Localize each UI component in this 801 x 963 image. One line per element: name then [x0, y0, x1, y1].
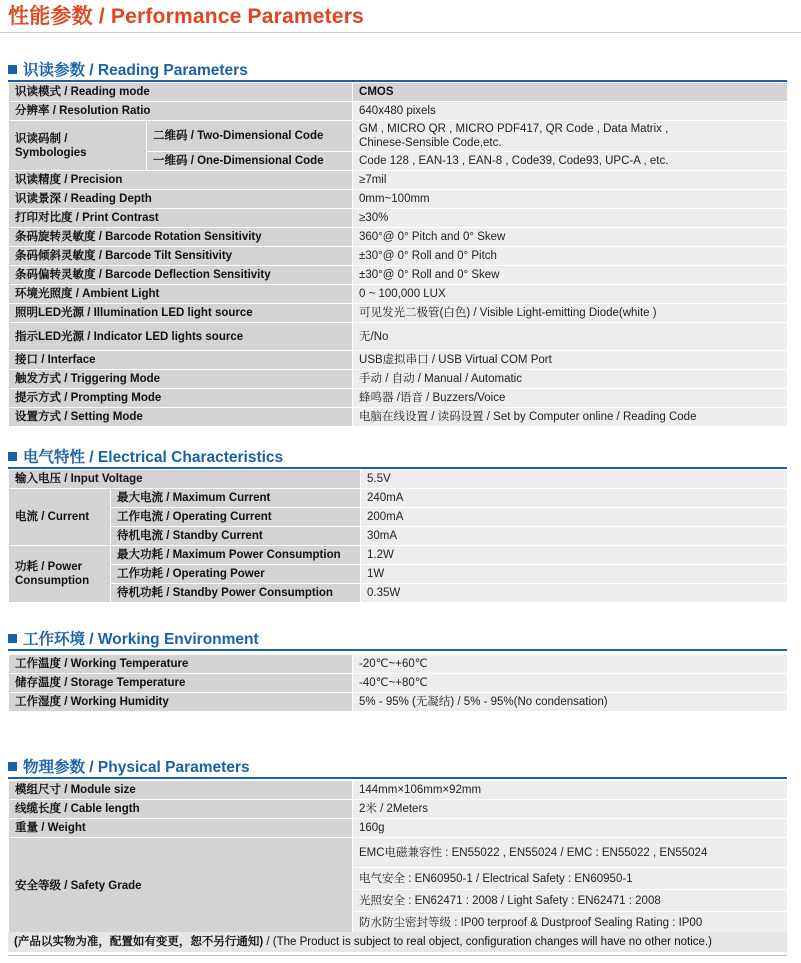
table-row — [9, 266, 788, 285]
param-label: 接口 / Interface — [9, 351, 353, 370]
param-sublabel: 工作功耗 / Operating Power — [111, 565, 361, 584]
param-value: 电脑在线设置 / 读码设置 / Set by Computer online / Reading Code — [353, 408, 788, 427]
electrical-table — [8, 469, 788, 603]
page-title: 性能参数 / Performance Parameters — [8, 5, 364, 28]
table-row — [9, 584, 788, 603]
param-label: 条码偏转灵敏度 / Barcode Deflection Sensitivity — [9, 266, 353, 285]
table-row — [9, 693, 788, 712]
table-row — [9, 121, 788, 152]
param-value: 2米 / 2Meters — [353, 800, 788, 819]
param-label: 分辨率 / Resolution Ratio — [9, 102, 353, 121]
table-row — [9, 565, 788, 584]
param-label: 环境光照度 / Ambient Light — [9, 285, 353, 304]
param-value: -40℃~+80℃ — [353, 674, 788, 693]
param-sublabel: 二维码 / Two-Dimensional Code — [147, 121, 353, 152]
square-bullet-icon — [8, 634, 17, 643]
param-label: 功耗 / Power Consumption — [9, 546, 111, 603]
table-row — [9, 247, 788, 266]
physical-table — [8, 780, 788, 934]
table-row — [9, 674, 788, 693]
param-value: 电气安全 : EN60950-1 / Electrical Safety : EN60950-1 — [353, 868, 788, 890]
param-label: 条码旋转灵敏度 / Barcode Rotation Sensitivity — [9, 228, 353, 247]
param-value: -20℃~+60℃ — [353, 655, 788, 674]
table-row — [9, 408, 788, 427]
param-label: 模组尺寸 / Module size — [9, 781, 353, 800]
param-label: 条码倾斜灵敏度 / Barcode Tilt Sensitivity — [9, 247, 353, 266]
square-bullet-icon — [8, 452, 17, 461]
param-value: 0 ~ 100,000 LUX — [353, 285, 788, 304]
section-heading-physical — [8, 755, 250, 777]
table-row — [9, 304, 788, 323]
param-value: 144mm×106mm×92mm — [353, 781, 788, 800]
param-sublabel: 待机功耗 / Standby Power Consumption — [111, 584, 361, 603]
param-value: 无/No — [353, 323, 788, 351]
section-divider — [8, 777, 787, 779]
param-sublabel: 工作电流 / Operating Current — [111, 508, 361, 527]
table-row — [9, 209, 788, 228]
table-row — [9, 370, 788, 389]
param-value: ≥7mil — [353, 171, 788, 190]
param-label: 触发方式 / Triggering Mode — [9, 370, 353, 389]
param-label: 储存温度 / Storage Temperature — [9, 674, 353, 693]
param-value: 30mA — [361, 527, 788, 546]
environment-table — [8, 654, 788, 712]
param-value: 手动 / 自动 / Manual / Automatic — [353, 370, 788, 389]
section-heading-label: 识读参数 / Reading Parameters — [23, 62, 248, 79]
param-value: 200mA — [361, 508, 788, 527]
section-heading-label: 工作环境 / Working Environment — [23, 631, 259, 648]
table-row — [9, 838, 788, 868]
square-bullet-icon — [8, 762, 17, 771]
table-row — [9, 508, 788, 527]
param-label: 识读景深 / Reading Depth — [9, 190, 353, 209]
table-row — [9, 655, 788, 674]
section-divider — [8, 649, 787, 651]
param-sublabel: 一维码 / One-Dimensional Code — [147, 152, 353, 171]
bottom-divider — [8, 955, 787, 956]
param-value: 可见发光二极管(白色) / Visible Light-emitting Diode(white ) — [353, 304, 788, 323]
table-row — [9, 351, 788, 370]
table-row — [9, 323, 788, 351]
section-heading-label: 物理参数 / Physical Parameters — [23, 759, 250, 776]
param-label: 打印对比度 / Print Contrast — [9, 209, 353, 228]
footnote-cn: (产品以实物为准，配置如有变更，恕不另行通知) — [14, 936, 264, 948]
section-heading-reading — [8, 58, 248, 80]
table-row — [9, 102, 788, 121]
table-row — [9, 470, 788, 489]
reading-parameters-table — [8, 82, 788, 427]
param-value: Code 128 , EAN-13 , EAN-8 , Code39, Code93, UPC-A , etc. — [353, 152, 788, 171]
param-value: 光照安全 : EN62471 : 2008 / Light Safety : EN62471 : 2008 — [353, 890, 788, 912]
param-value: 0mm~100mm — [353, 190, 788, 209]
section-heading-label: 电气特性 / Electrical Characteristics — [23, 449, 284, 466]
param-value: 0.35W — [361, 584, 788, 603]
param-value: 1.2W — [361, 546, 788, 565]
param-label: 指示LED光源 / Indicator LED lights source — [9, 323, 353, 351]
param-value: 5% - 95% (无凝结) / 5% - 95%(No condensation) — [353, 693, 788, 712]
table-row — [9, 781, 788, 800]
param-value: 蜂鸣器 /语音 / Buzzers/Voice — [353, 389, 788, 408]
param-label: 安全等级 / Safety Grade — [9, 838, 353, 934]
param-value: GM , MICRO QR , MICRO PDF417, QR Code , Data Matrix , Chinese-Sensible Code,etc. — [353, 121, 788, 152]
param-value: ≥30% — [353, 209, 788, 228]
param-value: EMC电磁兼容性 : EN55022 , EN55024 / EMC : EN55022 , EN55024 — [353, 838, 788, 868]
param-sublabel: 待机电流 / Standby Current — [111, 527, 361, 546]
footnote — [8, 932, 787, 952]
table-row — [9, 489, 788, 508]
table-row — [9, 171, 788, 190]
square-bullet-icon — [8, 65, 17, 74]
table-row — [9, 527, 788, 546]
table-row — [9, 83, 788, 102]
param-label: 线缆长度 / Cable length — [9, 800, 353, 819]
param-label: 电流 / Current — [9, 489, 111, 546]
param-label: 识读模式 / Reading mode — [9, 83, 353, 102]
param-label: 识读精度 / Precision — [9, 171, 353, 190]
param-value: 240mA — [361, 489, 788, 508]
param-value: 5.5V — [361, 470, 788, 489]
table-row — [9, 190, 788, 209]
param-label: 照明LED光源 / Illumination LED light source — [9, 304, 353, 323]
param-value: CMOS — [353, 83, 788, 102]
param-value: 160g — [353, 819, 788, 838]
param-label: 输入电压 / Input Voltage — [9, 470, 361, 489]
title-divider — [0, 32, 801, 33]
param-value: 640x480 pixels — [353, 102, 788, 121]
table-row — [9, 389, 788, 408]
param-sublabel: 最大功耗 / Maximum Power Consumption — [111, 546, 361, 565]
param-value: ±30°@ 0° Roll and 0° Pitch — [353, 247, 788, 266]
footnote-en: / (The Product is subject to real object, configuration changes will have no other notice.) — [263, 936, 712, 948]
param-label: 重量 / Weight — [9, 819, 353, 838]
table-row — [9, 819, 788, 838]
param-value: 防水防尘密封等级 : IP00 terproof & Dustproof Sealing Rating : IP00 — [353, 912, 788, 934]
param-value: ±30°@ 0° Roll and 0° Skew — [353, 266, 788, 285]
param-value: 360°@ 0° Pitch and 0° Skew — [353, 228, 788, 247]
param-value: 1W — [361, 565, 788, 584]
param-label: 提示方式 / Prompting Mode — [9, 389, 353, 408]
param-label: 设置方式 / Setting Mode — [9, 408, 353, 427]
param-value: USB虚拟串口 / USB Virtual COM Port — [353, 351, 788, 370]
param-sublabel: 最大电流 / Maximum Current — [111, 489, 361, 508]
table-row — [9, 546, 788, 565]
section-heading-electrical — [8, 445, 283, 467]
section-heading-environment — [8, 627, 259, 649]
param-label: 识读码制 / Symbologies — [9, 121, 147, 171]
param-label: 工作湿度 / Working Humidity — [9, 693, 353, 712]
table-row — [9, 228, 788, 247]
table-row — [9, 800, 788, 819]
table-row — [9, 285, 788, 304]
param-label: 工作温度 / Working Temperature — [9, 655, 353, 674]
